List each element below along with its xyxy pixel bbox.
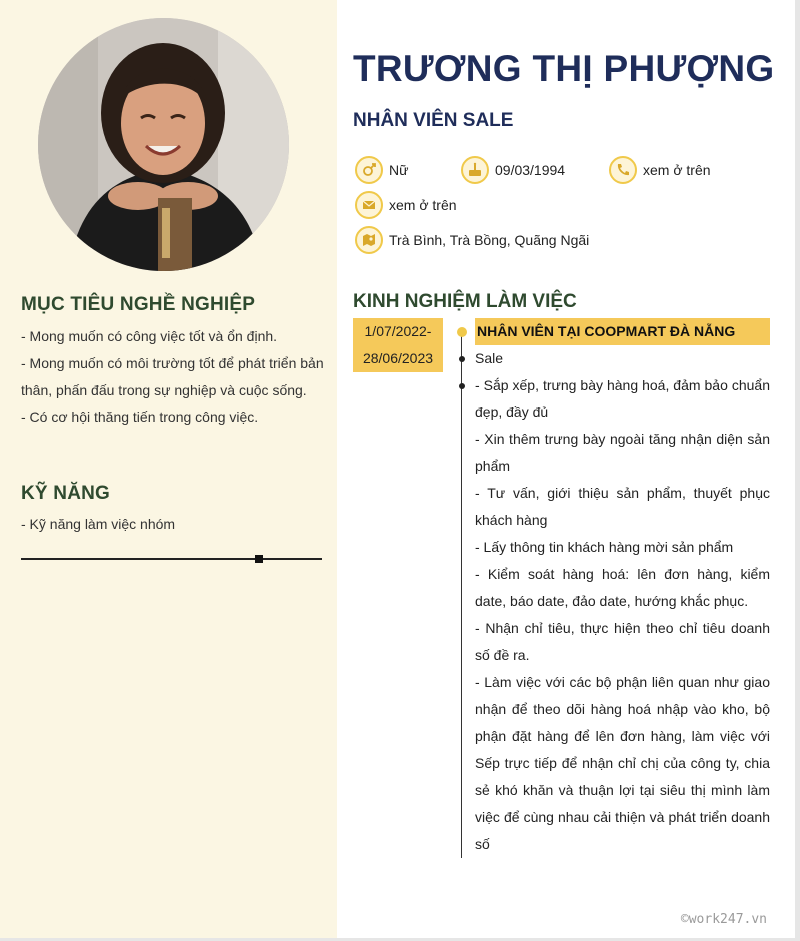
job-title: NHÂN VIÊN SALE <box>353 110 514 131</box>
phone-value: xem ở trên <box>643 162 711 178</box>
duty-item: - Xin thêm trưng bày ngoài tăng nhận diện sản phẩm <box>475 431 770 474</box>
job-date-range <box>353 318 443 372</box>
portrait-photo <box>38 18 289 271</box>
watermark: ©work247.vn <box>680 912 767 927</box>
birthday-info <box>461 156 565 184</box>
candidate-name: TRƯƠNG THỊ PHƯỢNG <box>353 48 775 89</box>
timeline-dot <box>459 383 465 389</box>
skill-level-bar <box>21 558 322 560</box>
experience-title: KINH NGHIỆM LÀM VIỆC <box>353 291 577 312</box>
cake-icon <box>461 156 489 184</box>
sidebar <box>0 0 337 938</box>
timeline-dot <box>457 327 467 337</box>
skill-level-marker <box>255 555 263 563</box>
map-icon <box>355 226 383 254</box>
timeline-dot <box>459 356 465 362</box>
email-info <box>355 191 457 219</box>
duty-item: - Sắp xếp, trưng bày hàng hoá, đảm bảo chuẩn đẹp, đầy đủ <box>475 377 770 420</box>
objective-line: - Mong muốn có công việc tốt và ổn định. <box>21 328 278 344</box>
job-company: NHÂN VIÊN TẠI COOPMART ĐÀ NẴNG <box>475 318 770 345</box>
duty-item: - Nhận chỉ tiêu, thực hiện theo chỉ tiêu doanh số đề ra. <box>475 620 770 663</box>
skill-item-label: - Kỹ năng làm việc nhóm <box>21 516 176 532</box>
objective-text <box>21 323 331 431</box>
gender-info <box>355 156 408 184</box>
duty-item: - Kiểm soát hàng hoá: lên đơn hàng, kiểm date, báo date, đảo date, hướng khắc phục. <box>475 566 770 609</box>
phone-info <box>609 156 711 184</box>
duty-item: - Lấy thông tin khách hàng mời sản phẩm <box>475 539 734 555</box>
timeline-line <box>461 330 462 858</box>
skills-title: KỸ NĂNG <box>21 483 111 504</box>
objective-line: - Có cơ hội thăng tiến trong công việc. <box>21 409 259 425</box>
mail-icon <box>355 191 383 219</box>
job-duties <box>475 372 770 858</box>
birthday-value: 09/03/1994 <box>495 162 566 178</box>
gender-icon <box>355 156 383 184</box>
job-date-from: 1/07/2022- <box>364 323 432 339</box>
address-info <box>355 226 589 254</box>
avatar <box>38 18 289 271</box>
gender-value: Nữ <box>389 162 409 178</box>
address-value: Trà Bình, Trà Bồng, Quãng Ngãi <box>389 232 590 248</box>
duty-item: - Làm việc với các bộ phận liên quan như giao nhận để theo dõi hàng hoá nhập vào kho, bộ phận đặt hàng để lên đơn hàng, làm việc với Sếp trực tiếp để nhận chỉ chị của công ty, chia sẻ khó khăn và thuận lợi tại siêu thị mình làm việc để cùng nhau cải thiện và phát triển doanh số <box>475 674 770 852</box>
objective-title: MỤC TIÊU NGHỀ NGHIỆP <box>21 294 256 315</box>
duty-item: - Tư vấn, giới thiệu sản phẩm, thuyết phục khách hàng <box>475 485 770 528</box>
email-value: xem ở trên <box>389 197 457 213</box>
job-date-to: 28/06/2023 <box>362 350 434 366</box>
objective-line: - Mong muốn có môi trường tốt để phát triển bản thân, phấn đấu trong sự nghiệp và cuộc sống. <box>21 355 324 398</box>
job-role: Sale <box>475 350 504 366</box>
phone-icon <box>609 156 637 184</box>
